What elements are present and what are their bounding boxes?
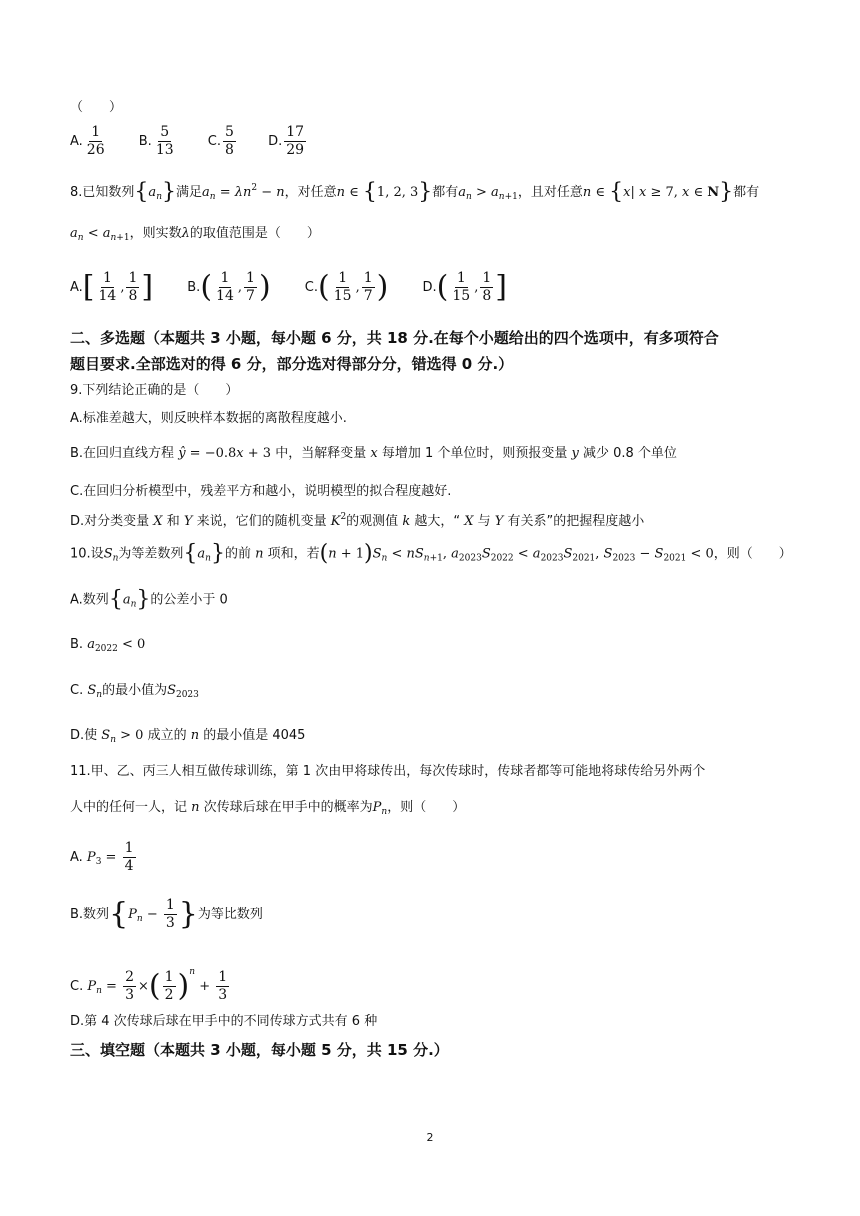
q11-stem-line2: 人中的任何一人，记 n 次传球后球在甲手中的概率为$P_n$，则（ ） [70, 800, 466, 817]
section2-heading-line2: 题目要求.全部选对的得 6 分，部分选对得部分分，错选得 0 分.） [70, 355, 514, 373]
q7-option-a: A. $\frac{1}{26}$ [70, 124, 105, 158]
q11-option-b: B.数列{$P_n$ − $\frac{1}{3}$ }为等比数列 [70, 896, 263, 932]
q8-stem-line1: 8.已知数列$\{a_n\}$满足$a_n = \lambda n^2 - n$，对任意n ∈ {1, 2, 3}都有$a_n > a_{n+1}$，且对任意n ∈ {x| x ≥ 7, x ∈ N}都有 [70, 179, 760, 205]
section3-heading: 三、填空题（本题共 3 小题，每小题 5 分，共 15 分.） [70, 1041, 449, 1059]
q11-stem-line1: 11.甲、乙、丙三人相互做传球训练，第 1 次由甲将球传出，每次传球时，传球者都等可能地将球传给另外两个 [70, 764, 706, 779]
q10-option-a: A.数列$\{a_n\}$的公差小于 0 [70, 587, 228, 612]
q10-option-c: C. $S_n$的最小值为$S_{2023}$ [70, 683, 199, 700]
q10-option-d: D.使 $S_n > 0$ 成立的 n 的最小值是 4045 [70, 728, 306, 745]
q7-option-d: D. $\frac{17}{29}$ [268, 124, 305, 158]
q9-option-a: A.标准差越大，则反映样本数据的离散程度越小. [70, 411, 347, 426]
q10-option-b: B. $a_{2022} < 0$ [70, 637, 146, 654]
q11-option-d: D.第 4 次传球后球在甲手中的不同传球方式共有 6 种 [70, 1014, 378, 1029]
q7-option-c: C. $\frac{5}{8}$ [207, 124, 234, 158]
q9-option-d: D.对分类变量 X 和 Y 来说，它们的随机变量 $K^2$的观测值 k 越大，“ X 与 Y 有关系”的把握程度越小 [70, 512, 645, 529]
q10-stem: 10.设$S_n$为等差数列$\{a_n\}$的前 n 项和，若$(n + 1)S_n < nS_{n+1}$, $a_{2023}S_{2022} < a_{2023}S_{2021}$, $S_{2023} - S_{2021} < 0$，则（ ） [70, 541, 792, 566]
q7-option-b: B. $\frac{5}{13}$ [138, 124, 174, 158]
q7-options [70, 124, 334, 159]
q7-paren: （ ） [70, 100, 123, 115]
q8-options [70, 270, 533, 305]
q8-option-a: A.[ $\frac{1}{14}$ , $\frac{1}{8}$ ] [70, 269, 154, 305]
q8-option-b: B.( $\frac{1}{14}$ , $\frac{1}{7}$ ) [187, 269, 271, 305]
q8-option-c: C.( $\frac{1}{15}$ , $\frac{1}{7}$ ) [304, 269, 389, 305]
q8-stem-line2: $a_n < a_{n+1}$，则实数λ的取值范围是（ ） [70, 226, 320, 243]
q9-stem: 9.下列结论正确的是（ ） [70, 383, 239, 398]
section2-heading-line1: 二、多选题（本题共 3 小题，每小题 6 分，共 18 分.在每个小题给出的四个选项中，有多项符合 [70, 329, 719, 347]
q8-option-d: D.( $\frac{1}{15}$ , $\frac{1}{8}$ ] [422, 269, 507, 305]
q11-option-a: A. $P_3$ = $\frac{1}{4}$ [70, 840, 134, 874]
q11-option-c: C. $P_n$ = $\frac{2}{3}$ ×( $\frac{1}{2}$ )$^n$ + $\frac{1}{3}$ [70, 967, 228, 1004]
q9-option-c: C.在回归分析模型中，残差平方和越小，说明模型的拟合程度越好. [70, 484, 452, 499]
page-number: 2 [426, 1131, 434, 1144]
q9-option-b: B.在回归直线方程 ŷ = −0.8x + 3 中，当解释变量 x 每增加 1 个单位时，则预报变量 y 减少 0.8 个单位 [70, 446, 677, 461]
